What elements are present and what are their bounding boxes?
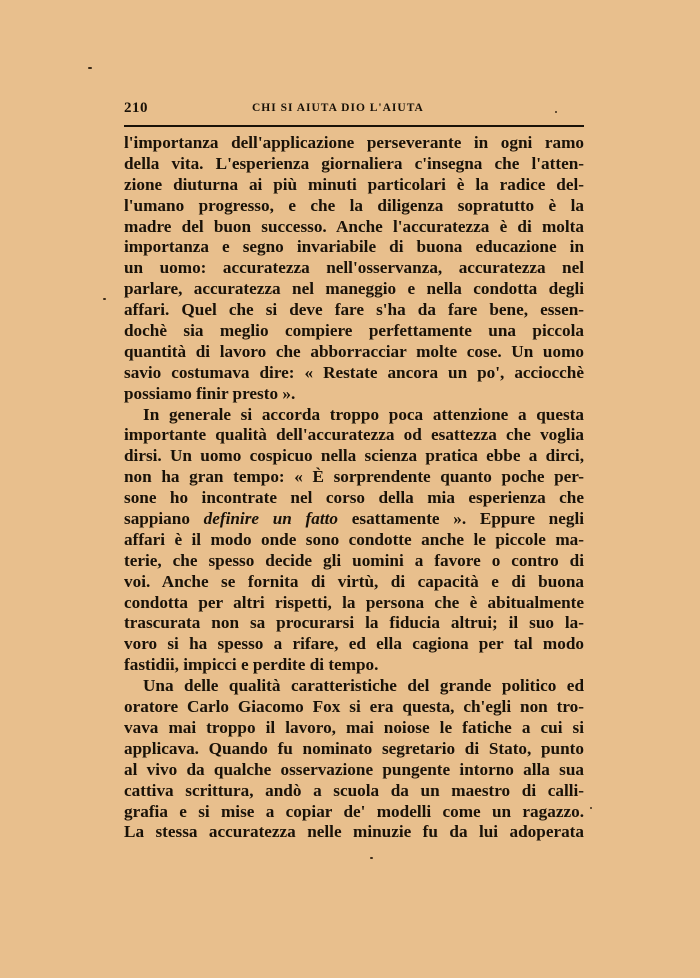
ink-speck [103, 298, 106, 300]
paragraph-start-line: In generale si accorda troppo poca attenzione a questa [143, 404, 584, 424]
paragraph-start-line: Una delle qualità caratteristiche del grande politico ed [143, 676, 584, 696]
text-line: sone ho incontrate nel corso della mia esperienza che [124, 488, 584, 508]
paragraph-end-line: fastidii, impicci e perdite di tempo. [124, 655, 379, 675]
body-text [124, 133, 584, 843]
text-line: della vita. L'esperienza giornaliera c'insegna che l'atten- [124, 153, 584, 173]
running-head [124, 100, 584, 120]
text-line: savio costumava dire: « Restate ancora un po', acciocchè [124, 362, 584, 382]
ink-speck [370, 857, 373, 859]
running-title: CHI SI AIUTA DIO L'AIUTA [252, 102, 424, 114]
text-line: voro si ha spesso a rifare, ed ella cagiona per tal modo [124, 634, 584, 654]
text-line: dochè sia meglio compiere perfettamente una piccola [124, 321, 584, 341]
text-line: zione diuturna ai più minuti particolari è la radice del- [124, 174, 584, 194]
text-line: al vivo da qualche osservazione pungente intorno alla sua [124, 759, 584, 779]
ink-speck [555, 111, 557, 113]
text-line: oratore Carlo Giacomo Fox si era questa, ch'egli non tro- [124, 697, 584, 717]
text-line-with-italic [124, 509, 584, 530]
header-rule [124, 125, 584, 127]
text-line: non ha gran tempo: « È sorprendente quanto poche per- [124, 467, 584, 487]
text-line: un uomo: accuratezza nell'osservanza, accuratezza nel [124, 258, 584, 278]
text-line: quantità di lavoro che abborracciar molte cose. Un uomo [124, 341, 584, 361]
text-line: cattiva scrittura, andò a scuola da un maestro di calli- [124, 780, 584, 800]
text-line: La stessa accuratezza nelle minuzie fu da lui adoperata [124, 822, 584, 842]
text-line: vava mai troppo il lavoro, mai noiose le fatiche a cui si [124, 717, 584, 737]
text-segment: sappiano [124, 509, 190, 529]
paragraph-end-line: possiamo finir presto ». [124, 383, 296, 403]
text-segment: esattamente ». Eppure negli [351, 509, 585, 529]
italic-phrase: definire un fatto [203, 509, 339, 529]
text-line: parlare, accuratezza nel maneggio e nella condotta degli [124, 279, 584, 299]
text-line: condotta per altri rispetti, la persona che è abitualmente [124, 592, 584, 612]
text-line: terie, che spesso decide gli uomini a favore o contro di [124, 550, 584, 570]
ink-speck [590, 807, 592, 809]
text-line: grafia e si mise a copiar de' modelli come un ragazzo. [124, 801, 584, 821]
text-line: applicava. Quando fu nominato segretario di Stato, punto [124, 738, 584, 758]
text-line: l'importanza dell'applicazione perseverante in ogni ramo [124, 133, 584, 152]
text-line: affari è il modo onde sono condotte anche le piccole ma- [124, 529, 584, 549]
text-line: voi. Anche se fornita di virtù, di capacità e di buona [124, 571, 584, 591]
text-line: trascurata non sa procurarsi la fiducia altrui; il suo la- [124, 613, 584, 633]
page-number: 210 [124, 100, 148, 116]
text-line: dirsi. Un uomo cospicuo nella scienza pratica ebbe a dirci, [124, 446, 584, 466]
ink-speck [88, 67, 92, 69]
text-line: madre del buon successo. Anche l'accuratezza è di molta [124, 216, 584, 236]
text-line: importante qualità dell'accuratezza od esattezza che voglia [124, 425, 584, 445]
text-line: importanza e segno invariabile di buona educazione in [124, 237, 584, 257]
text-line: affari. Quel che si deve fare s'ha da fare bene, essen- [124, 300, 584, 320]
text-line: l'umano progresso, e che la diligenza sopratutto è la [124, 195, 584, 215]
